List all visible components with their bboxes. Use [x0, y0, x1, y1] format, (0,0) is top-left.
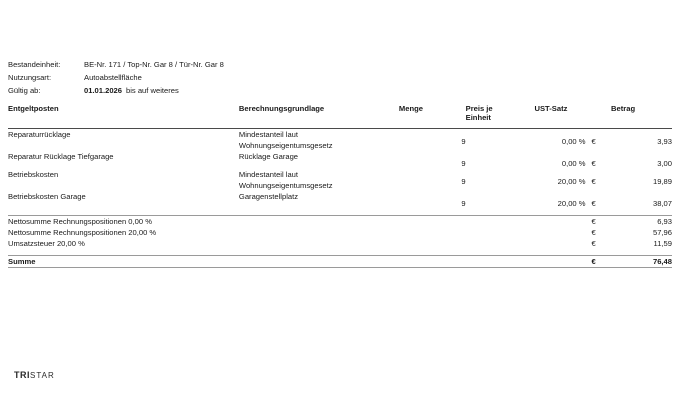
summary-blank-menge [399, 227, 466, 238]
table-row [8, 151, 672, 169]
meta-row-usage [8, 71, 668, 84]
usage-label: Nutzungsart: [8, 73, 52, 82]
summary-currency: € [591, 239, 596, 248]
summary-blank-menge [399, 216, 466, 227]
header-position: Entgeltposten [8, 104, 59, 113]
summary-blank-ust [534, 227, 585, 238]
row-position: Reparaturrücklage [8, 130, 71, 139]
logo-text-tri: TRI [14, 370, 30, 380]
header-ust: UST-Satz [534, 104, 568, 113]
table-row [8, 191, 672, 209]
unit-value: BE-Nr. 171 / Top-Nr. Gar 8 / Tür-Nr. Gar 8 [84, 60, 224, 69]
row-basis [239, 191, 399, 209]
summary-currency: € [591, 228, 596, 237]
summary-value: 11,59 [653, 239, 672, 248]
summary-row [8, 227, 672, 238]
row-position: Betriebskosten [8, 170, 59, 179]
charges-table [8, 104, 672, 268]
valid-suffix: bis auf weiteres [126, 86, 179, 95]
total-blank-menge [399, 256, 466, 268]
row-ust: 20,00 % [557, 177, 586, 186]
usage-value: Autoabstellfläche [84, 73, 142, 82]
row-currency: € [591, 159, 596, 168]
total-value: 76,48 [652, 257, 672, 266]
row-menge: 9 [461, 199, 466, 208]
summary-blank-preis [466, 227, 535, 238]
meta-row-valid [8, 84, 668, 97]
summary-blank-preis [466, 216, 535, 227]
table-row [8, 169, 672, 191]
row-basis-line1: Mindestanteil laut [238, 130, 299, 139]
row-menge: 9 [461, 177, 466, 186]
total-label: Summe [8, 257, 36, 266]
header-betrag: Betrag [611, 104, 636, 113]
header-preis-line1: Preis je [465, 104, 493, 113]
summary-blank-menge [399, 238, 466, 249]
row-position: Betriebskosten Garage [8, 192, 86, 201]
summary-blank-preis [466, 238, 535, 249]
summary-currency: € [591, 217, 596, 226]
row-preis [466, 151, 535, 169]
row-currency: € [591, 137, 596, 146]
row-basis-line2: Wohnungseigentumsgesetz [238, 181, 333, 190]
row-basis [239, 169, 399, 191]
row-basis [239, 151, 399, 169]
summary-label: Umsatzsteuer 20,00 % [8, 239, 85, 248]
header-basis: Berechnungsgrundlage [238, 104, 325, 113]
total-currency: € [591, 257, 596, 266]
total-row [8, 256, 672, 268]
total-rule-bottom-cell [8, 268, 672, 269]
total-blank-ust [534, 256, 585, 268]
row-preis [466, 129, 535, 151]
valid-date-value: 01.01.2026 [84, 86, 123, 95]
total-rule-bottom [8, 268, 672, 269]
unit-meta-block [8, 58, 668, 97]
row-currency: € [591, 199, 596, 208]
logo-text-star: STAR [30, 371, 55, 380]
row-basis-line1: Garagenstellplatz [238, 192, 299, 201]
summary-value: 57,96 [652, 228, 672, 237]
row-betrag: 19,89 [652, 177, 672, 186]
header-preis-line2: Einheit [465, 113, 491, 122]
row-betrag: 38,07 [652, 199, 672, 208]
row-basis [239, 129, 399, 151]
row-basis-line1: Rücklage Garage [238, 152, 299, 161]
row-menge: 9 [461, 159, 466, 168]
row-betrag: 3,00 [657, 159, 672, 168]
row-position: Reparatur Rücklage Tiefgarage [8, 152, 114, 161]
row-ust: 20,00 % [557, 199, 586, 208]
total-blank-preis [466, 256, 535, 268]
summary-value: 6,93 [657, 217, 672, 226]
header-currency [586, 104, 612, 129]
row-basis-line1: Mindestanteil laut [238, 170, 299, 179]
summary-row [8, 216, 672, 227]
row-ust: 0,00 % [561, 137, 586, 146]
valid-date [80, 84, 122, 97]
row-basis-line2: Wohnungseigentumsgesetz [238, 141, 333, 150]
tristar-logo [14, 370, 55, 380]
row-menge: 9 [461, 137, 466, 146]
summary-label: Nettosumme Rechnungspositionen 20,00 % [8, 228, 157, 237]
summary-row [8, 238, 672, 249]
summary-label: Nettosumme Rechnungspositionen 0,00 % [8, 217, 152, 226]
meta-row-unit [8, 58, 668, 71]
header-preis [466, 104, 535, 129]
row-preis [466, 191, 535, 209]
row-ust: 0,00 % [561, 159, 586, 168]
unit-label: Bestandeinheit: [8, 60, 61, 69]
table-row [8, 129, 672, 151]
summary-blank-ust [534, 238, 585, 249]
row-betrag: 3,93 [657, 137, 672, 146]
row-preis [466, 169, 535, 191]
summary-blank-ust [534, 216, 585, 227]
valid-label: Gültig ab: [8, 86, 41, 95]
header-menge: Menge [398, 104, 423, 113]
table-header-row [8, 104, 672, 129]
row-currency: € [591, 177, 596, 186]
